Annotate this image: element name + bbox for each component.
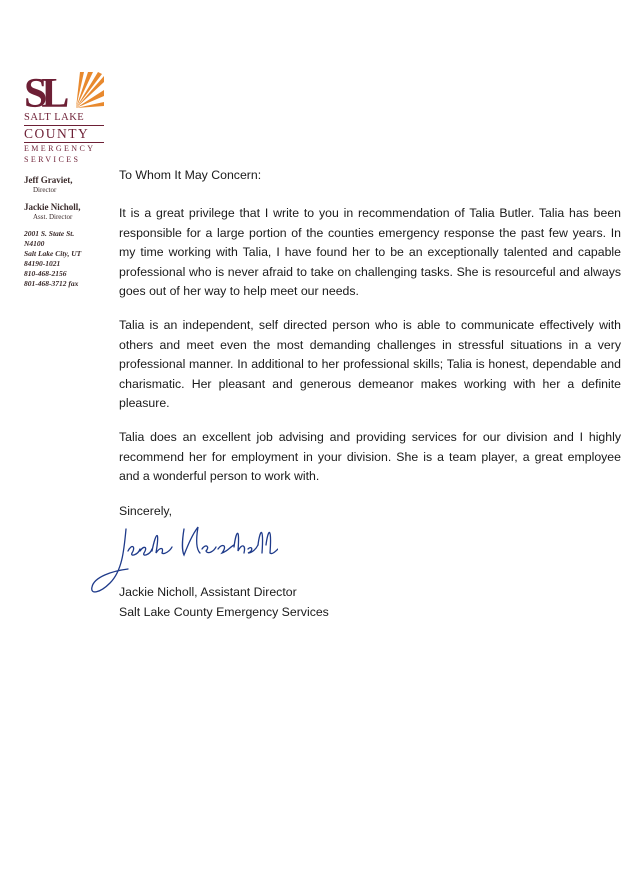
phone: 810-468-2156 <box>24 268 67 278</box>
org-name-line: EMERGENCY <box>24 144 96 154</box>
address-line: 2001 S. State St. <box>24 228 75 238</box>
fax: 801-468-3712 fax <box>24 278 79 288</box>
person-title: Asst. Director <box>33 212 73 221</box>
address-line: N4100 <box>24 238 45 248</box>
address-block <box>24 229 114 289</box>
person-title: Director <box>33 185 57 194</box>
greeting: To Whom It May Concern: <box>119 168 262 182</box>
paragraph: Talia does an excellent job advising and providing services for our division and I highly recommend her for employment in your division. She is a team player, a great employee and a wonderful person to work with. <box>119 430 621 484</box>
letterhead-column <box>24 72 114 289</box>
letter-column <box>119 166 621 622</box>
paragraph: It is a great privilege that I write to you in recommendation of Talia Butler. Talia has been responsible for a large portion of the counties emergency response the past few years. In my time working with Talia, I have found her to be an exceptionally talented and capable professional who is never afraid to take on challenging tasks. She is resourceful and always goes out of her way to help meet our needs. <box>119 206 621 299</box>
closing: Sincerely, <box>119 503 173 518</box>
signer-name-title: Jackie Nicholl, Assistant Director <box>119 585 297 600</box>
address-line: 84190-1021 <box>24 258 61 268</box>
signature-area <box>119 521 621 583</box>
organization-logo <box>24 72 104 165</box>
org-name-line: COUNTY <box>24 125 104 144</box>
letterhead-sidebar <box>24 175 114 289</box>
sl-logo-icon <box>24 72 104 110</box>
org-name-line: SERVICES <box>24 155 81 165</box>
person-name: Jeff Graviet, <box>24 174 73 185</box>
signer-organization: Salt Lake County Emergency Services <box>119 604 329 619</box>
letter-body <box>119 166 621 487</box>
svg-text:SL: SL <box>24 72 64 110</box>
person-name: Jackie Nicholl, <box>24 201 81 212</box>
org-name-line: SALT LAKE <box>24 112 85 123</box>
address-line: Salt Lake City, UT <box>24 248 82 258</box>
paragraph: Talia is an independent, self directed person who is able to communicate effectively with others and meet even the most demanding challenges in stressful situations in a very professional manner. In additional to her professional skills; Talia is honest, dependable and charismatic. Her pleasant and generous demeanor makes working with her a definite pleasure. <box>119 318 621 411</box>
signer-block <box>119 583 621 622</box>
